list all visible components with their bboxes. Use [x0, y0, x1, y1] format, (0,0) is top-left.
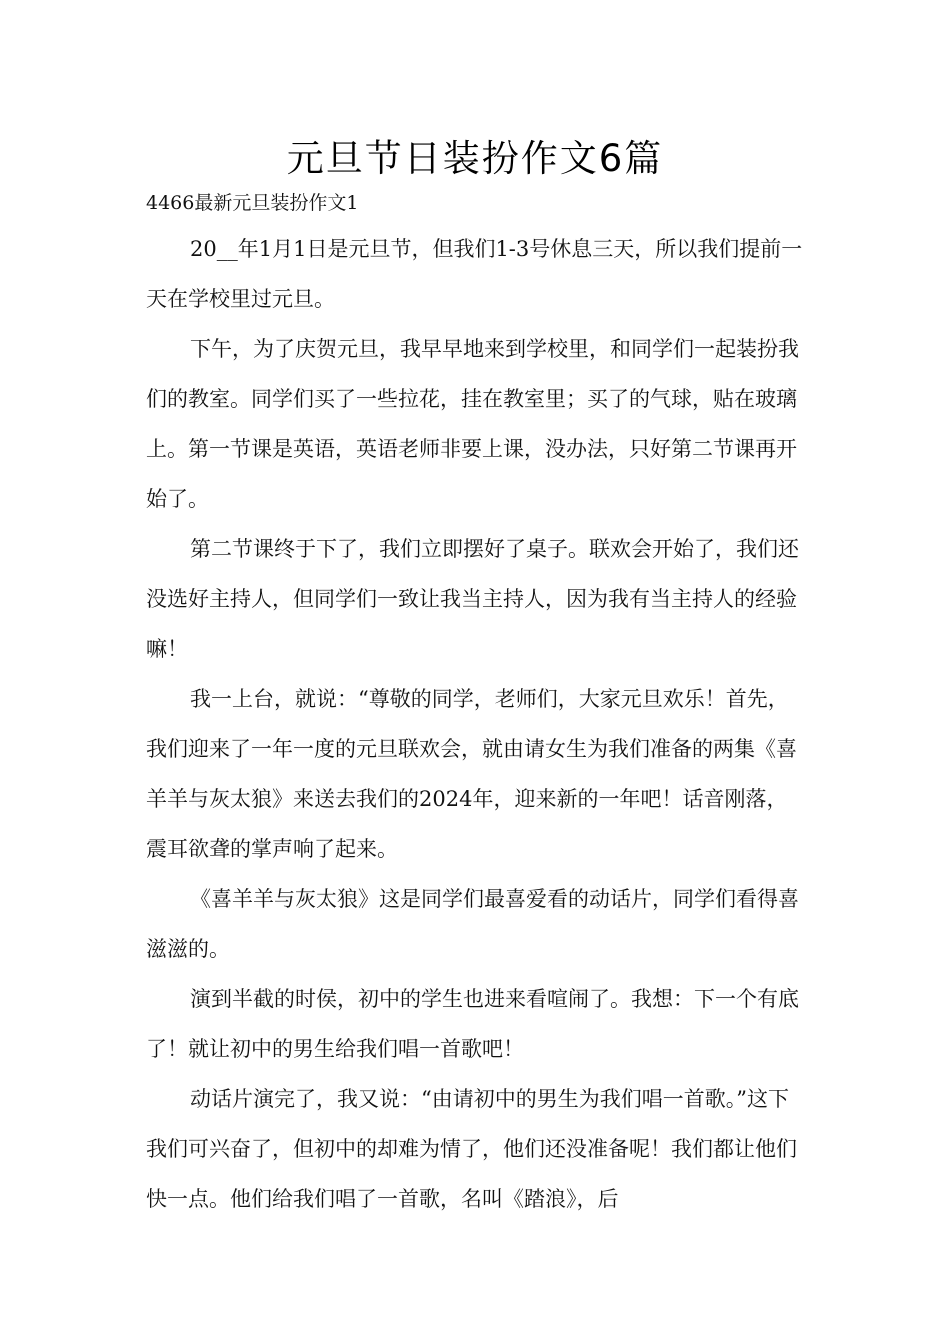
paragraph: 第二节课终于下了，我们立即摆好了桌子。联欢会开始了，我们还没选好主持人，但同学们一致让我当主持人，因为我有当主持人的经验嘛！: [146, 537, 799, 661]
paragraph: 动话片演完了，我又说：“由请初中的男生为我们唱一首歌。”这下我们可兴奋了，但初中的却难为情了，他们还没准备呢！我们都让他们快一点。他们给我们唱了一首歌，名叫《踏浪》，后: [146, 1087, 797, 1211]
document-title: 元旦节日装扮作文6篇: [286, 137, 664, 180]
paragraph: 《喜羊羊与灰太狼》这是同学们最喜爱看的动话片，同学们看得喜滋滋的。: [146, 887, 799, 961]
document-body: [146, 224, 806, 1224]
document-subtitle: 4466最新元旦装扮作文1: [146, 192, 359, 214]
paragraph: 下午，为了庆贺元旦，我早早地来到学校里，和同学们一起装扮我们的教室。同学们买了一些拉花，挂在教室里；买了的气球，贴在玻璃上。第一节课是英语，英语老师非要上课，没办法，只好第二节课再开始了。: [146, 337, 799, 511]
paragraph: 20__年1月1日是元旦节，但我们1-3号休息三天，所以我们提前一天在学校里过元旦。: [146, 237, 803, 311]
paragraph: 演到半截的时侯，初中的学生也进来看喧闹了。我想：下一个有底了！就让初中的男生给我们唱一首歌吧！: [146, 987, 799, 1061]
paragraph: 我一上台，就说：“尊敬的同学，老师们，大家元旦欢乐！首先，我们迎来了一年一度的元旦联欢会，就由请女生为我们准备的两集《喜羊羊与灰太狼》来送去我们的2024年，迎来新的一年吧！话音刚落，震耳欲聋的掌声响了起来。: [146, 687, 797, 861]
